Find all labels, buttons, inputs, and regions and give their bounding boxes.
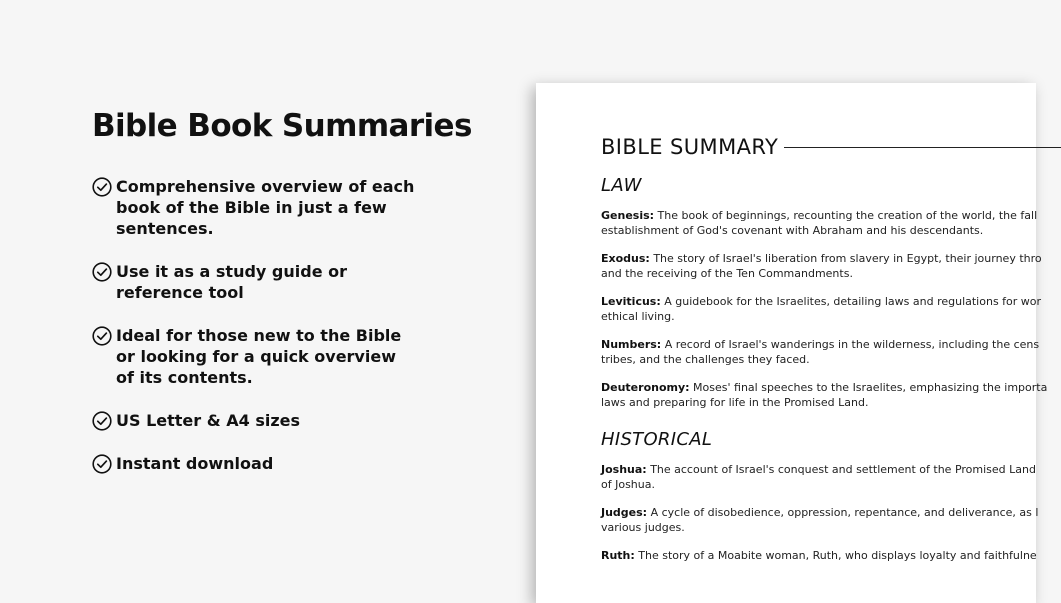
entry-text: A cycle of disobedience, oppression, repentance, and deliverance, as l bbox=[650, 506, 1039, 519]
entry-book: Deuteronomy: bbox=[601, 381, 690, 394]
feature-text: US Letter & A4 sizes bbox=[116, 411, 301, 430]
entry-text: The story of Israel's liberation from slavery in Egypt, their journey thro bbox=[653, 252, 1042, 265]
entry-ruth bbox=[601, 549, 1041, 564]
feature-text: Ideal for those new to the Bible or looking for a quick overview of its contents. bbox=[116, 326, 402, 387]
check-circle-icon bbox=[92, 326, 112, 346]
entry-text: Moses' final speeches to the Israelites, emphasizing the importa bbox=[693, 381, 1048, 394]
check-circle-icon bbox=[92, 411, 112, 431]
feature-item bbox=[92, 453, 472, 474]
entry-book: Exodus: bbox=[601, 252, 650, 265]
entry-numbers bbox=[601, 338, 1041, 367]
entry-text: tribes, and the challenges they faced. bbox=[601, 352, 810, 366]
entry-text: The account of Israel's conquest and settlement of the Promised Land bbox=[650, 463, 1036, 476]
feature-text: Use it as a study guide or reference tool bbox=[116, 262, 347, 302]
document-preview bbox=[536, 83, 1048, 603]
section-heading-law: LAW bbox=[601, 175, 642, 196]
feature-list bbox=[92, 176, 472, 474]
check-circle-icon bbox=[92, 177, 112, 197]
check-circle-icon bbox=[92, 454, 112, 474]
entry-text: ethical living. bbox=[601, 309, 675, 323]
feature-item bbox=[92, 410, 472, 431]
document-title: BIBLE SUMMARY bbox=[601, 135, 779, 159]
feature-text: Instant download bbox=[116, 454, 274, 473]
entry-text: The book of beginnings, recounting the creation of the world, the fall bbox=[657, 209, 1038, 222]
feature-text: Comprehensive overview of each book of the Bible in just a few sentences. bbox=[116, 177, 415, 238]
entry-book: Joshua: bbox=[601, 463, 647, 476]
entry-book: Numbers: bbox=[601, 338, 662, 351]
entry-text: A record of Israel's wanderings in the wilderness, including the cens bbox=[664, 338, 1040, 351]
entry-text: The story of a Moabite woman, Ruth, who displays loyalty and faithfulne bbox=[638, 549, 1037, 562]
feature-item bbox=[92, 176, 472, 239]
feature-item bbox=[92, 325, 472, 388]
entry-text: and the receiving of the Ten Commandments. bbox=[601, 266, 853, 280]
entry-genesis bbox=[601, 209, 1041, 238]
feature-item bbox=[92, 261, 472, 303]
entry-book: Ruth: bbox=[601, 549, 635, 562]
entry-text: establishment of God's covenant with Abraham and his descendants. bbox=[601, 223, 984, 237]
entry-book: Genesis: bbox=[601, 209, 655, 222]
entry-text: various judges. bbox=[601, 520, 685, 534]
promo-title: Bible Book Summaries bbox=[92, 108, 472, 144]
entry-book: Leviticus: bbox=[601, 295, 661, 308]
entry-joshua bbox=[601, 463, 1041, 492]
document-body bbox=[601, 175, 1048, 578]
section-heading-historical: HISTORICAL bbox=[601, 429, 713, 450]
document-header bbox=[601, 135, 1061, 159]
entry-text: of Joshua. bbox=[601, 477, 655, 491]
entry-deuteronomy bbox=[601, 381, 1048, 410]
entry-book: Judges: bbox=[601, 506, 648, 519]
check-circle-icon bbox=[92, 262, 112, 282]
entry-exodus bbox=[601, 252, 1041, 281]
entry-text: A guidebook for the Israelites, detailing laws and regulations for wor bbox=[664, 295, 1042, 308]
entry-leviticus bbox=[601, 295, 1041, 324]
promo-panel bbox=[92, 106, 472, 496]
entry-judges bbox=[601, 506, 1041, 535]
header-rule bbox=[784, 147, 1061, 148]
entry-text: laws and preparing for life in the Promised Land. bbox=[601, 395, 869, 409]
